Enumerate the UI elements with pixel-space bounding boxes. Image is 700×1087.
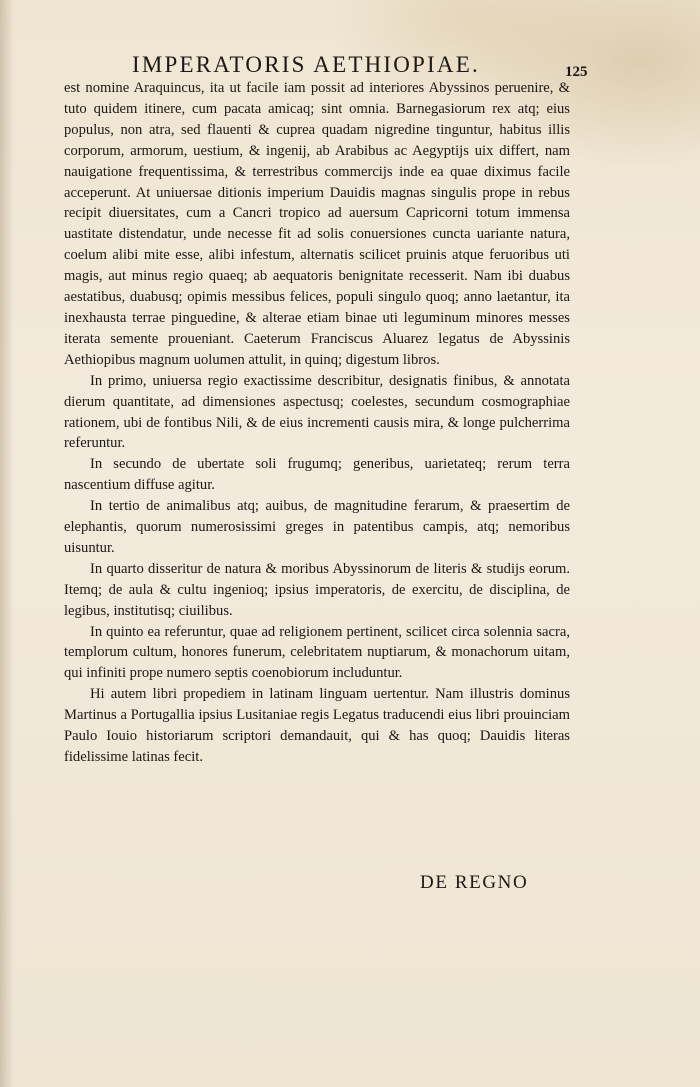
paragraph-book-two: In secundo de ubertate soli frugumq; generibus, uarietateq; rerum terra nascentium diffuse agitur. <box>64 456 570 494</box>
paragraph-continuation: est nomine Araquincus, ita ut facile iam possit ad interiores Abyssinos peruenire, & tuto quidem itinere, cum pacata amicaq; sint omnia. Barnegasiorum rex atq; eius populus, non atra, sed flauenti & cuprea quadam nigredine tinguntur, habitus illis corporum, armorum, uestium, & ingenij, ab Arabibus ac Aegyptijs uix differt, nam nauigatione frequentissima, & terrestribus commercijs inde ea quae diximus facile acceperunt. At uniuersae ditionis imperium Dauidis magnas singulis prope in rebus recipit diuersitates, cum a Cancri tropico ad auersum Capricorni totum immensa uastitate distendatur, unde necesse fit ad solis conuersiones cuncta uariante natura, coelum alibi mite esse, alibi infestum, alternatis scilicet pruinis atque feruoribus uti magis, aut minus regio quaeq; ab aequatoris benignitate recesserit. Nam ibi duabus aestatibus, duabusq; opimis messibus felices, populi singulo quoq; anno laetantur, ita inexhausta terrae pinguedine, & alterae etiam binae uti leguminum minores messes iterata semente proueniant. Caeterum Franciscus Aluarez legatus de Abyssinis Aethiopibus magnum uolumen attulit, in quinq; digestum libros. <box>64 80 570 368</box>
paragraph-book-one: In primo, uniuersa regio exactissime describitur, designatis finibus, & annotata dierum quantitate, ad dimensiones aspectusq; coelestes, secundum cosmographiae rationem, ubi de fontibus Nili, & de eius incrementi causis mira, & longe pulcherrima referuntur. <box>64 372 570 452</box>
paragraph-translation-note: Hi autem libri propediem in latinam linguam uertentur. Nam illustris dominus Martinus a Portugallia ipsius Lusitaniae regis Legatus traducendi eius libri prouinciam Paulo Iouio historiarum scriptori demandauit, qui & has quoq; Dauidis literas fidelissime latinas fecit. <box>64 686 570 765</box>
body-text <box>64 78 570 768</box>
running-head: IMPERATORIS AETHIOPIAE. <box>132 52 480 77</box>
paragraph-book-three: In tertio de animalibus atq; auibus, de magnitudine ferarum, & praesertim de elephantis, quorum numerosissimi greges in patentibus campis, atq; nemoribus uisuntur. <box>64 498 570 556</box>
paragraph-book-five: In quinto ea referuntur, quae ad religionem pertinent, scilicet circa solennia sacra, templorum cultum, honores funerum, celebritatem nuptiarum, & monachorum uitam, qui infiniti prope numero septis coenobiorum includuntur. <box>64 623 570 682</box>
page-number: 125 <box>565 64 588 80</box>
catchword: DE REGNO <box>420 872 529 893</box>
paragraph-book-four: In quarto disseritur de natura & moribus Abyssinorum de literis & studijs eorum. Itemq; de aula & cultu ingenioq; ipsius imperatoris, de exercitu, de disciplina, de legibus, institutisq; ciuilibus. <box>64 560 570 619</box>
